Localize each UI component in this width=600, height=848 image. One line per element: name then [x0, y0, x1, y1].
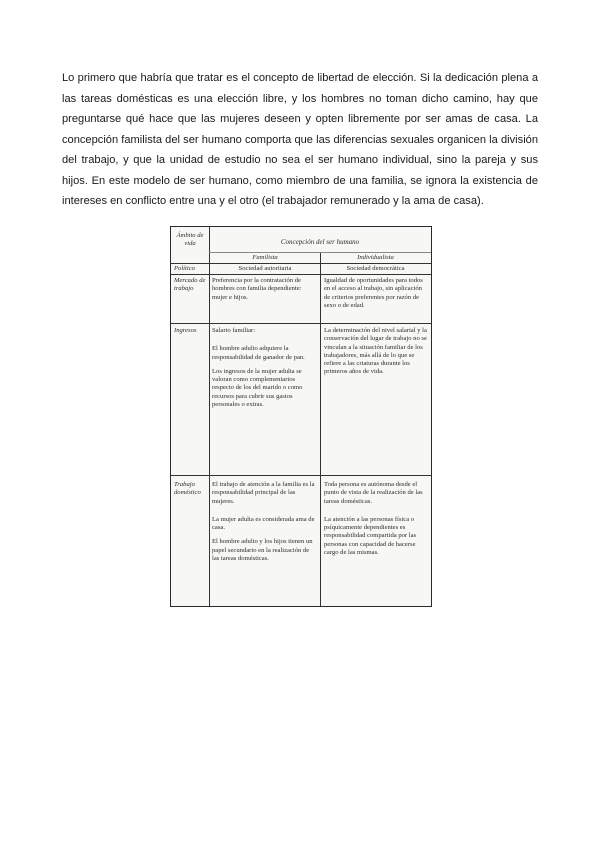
cell-domestico-familista — [212, 481, 317, 563]
domestico-familista-line-2: La mujer adulta es considerada ama de casa. — [212, 515, 315, 532]
cell-politico-individualista: Sociedad democrática — [346, 265, 405, 272]
cell-mercado-individualista: Igualdad de oportunidades para todos en el acceso al trabajo, sin aplicación de criterios preferentes por razón de sexo o de edad. — [324, 277, 423, 309]
domestico-familista-line-3: El hombre adulto y los hijos tienen un papel secundario en la realización de las tareas domésticas. — [212, 538, 313, 563]
row-label-mercado: Mercado de trabajo — [174, 277, 206, 293]
ingresos-familista-line-1: Salario familiar: — [212, 327, 256, 334]
row-label-politico: Político — [174, 265, 195, 272]
domestico-individualista-line-2: La atención a las personas física o psíquicamente dependientes es responsabilidad compartida por las personas con capacidad de hacerse cargo de las mismas. — [324, 515, 417, 557]
cell-ingresos-familista — [212, 327, 317, 409]
main-header: Concepción del ser humano — [280, 238, 360, 246]
ingresos-familista-line-2: El hombre adulto adquiere la responsabilidad de ganador de pan. — [212, 345, 305, 361]
ingresos-familista-line-3: Los ingresos de la mujer adulta se valoran como complementarios respecto de los del marido o como recursos para cubrir sus gastos personales o extras. — [212, 367, 303, 409]
corner-header: Ámbito de vida — [176, 232, 204, 248]
domestico-familista-line-1: El trabajo de atención a la familia es la responsabilidad principal de las mujeres. — [212, 481, 315, 505]
body-paragraph: Lo primero que habría que tratar es el concepto de libertad de elección. Si la dedicación plena a las tareas domésticas es una elección libre, y los hombres no toman dicho camino, hay que preguntarse qué hace que las mujeres deseen y opten libremente por ser amas de casa. La concepción familista del ser humano comporta que las diferencias sexuales organicen la división del trabajo, y que la unidad de estudio no sea el ser humano individual, sino la pareja y sus hijos. En este modelo de ser humano, como miembro de una familia, se ignora la existencia de intereses en conflicto entre una y el otro (el trabajador remunerado y la ama de casa). — [62, 72, 538, 207]
row-label-trabajo-domestico: Trabajo doméstico — [174, 481, 201, 497]
cell-politico-familista: Sociedad autoritaria — [238, 265, 292, 272]
row-label-ingresos: Ingresos — [174, 327, 197, 334]
col-header-familista: Familista — [252, 254, 278, 261]
scanned-table — [170, 226, 432, 607]
col-header-individualista: Individualista — [357, 254, 394, 261]
cell-ingresos-individualista: La determinación del nivel salarial y la conservación del lugar de trabajo no se vinculan a la situación familiar de los trabajadores, más allá de lo que se refiere a las criaturas durante los primeros años de vida. — [324, 327, 427, 376]
cell-domestico-individualista — [324, 481, 428, 557]
domestico-individualista-line-1: Toda persona es autónoma desde el punto de vista de la realización de las tareas domésticas. — [324, 481, 423, 505]
cell-mercado-familista: Preferencia por la contratación de hombres con familia dependiente: mujer e hijos. — [212, 277, 302, 301]
